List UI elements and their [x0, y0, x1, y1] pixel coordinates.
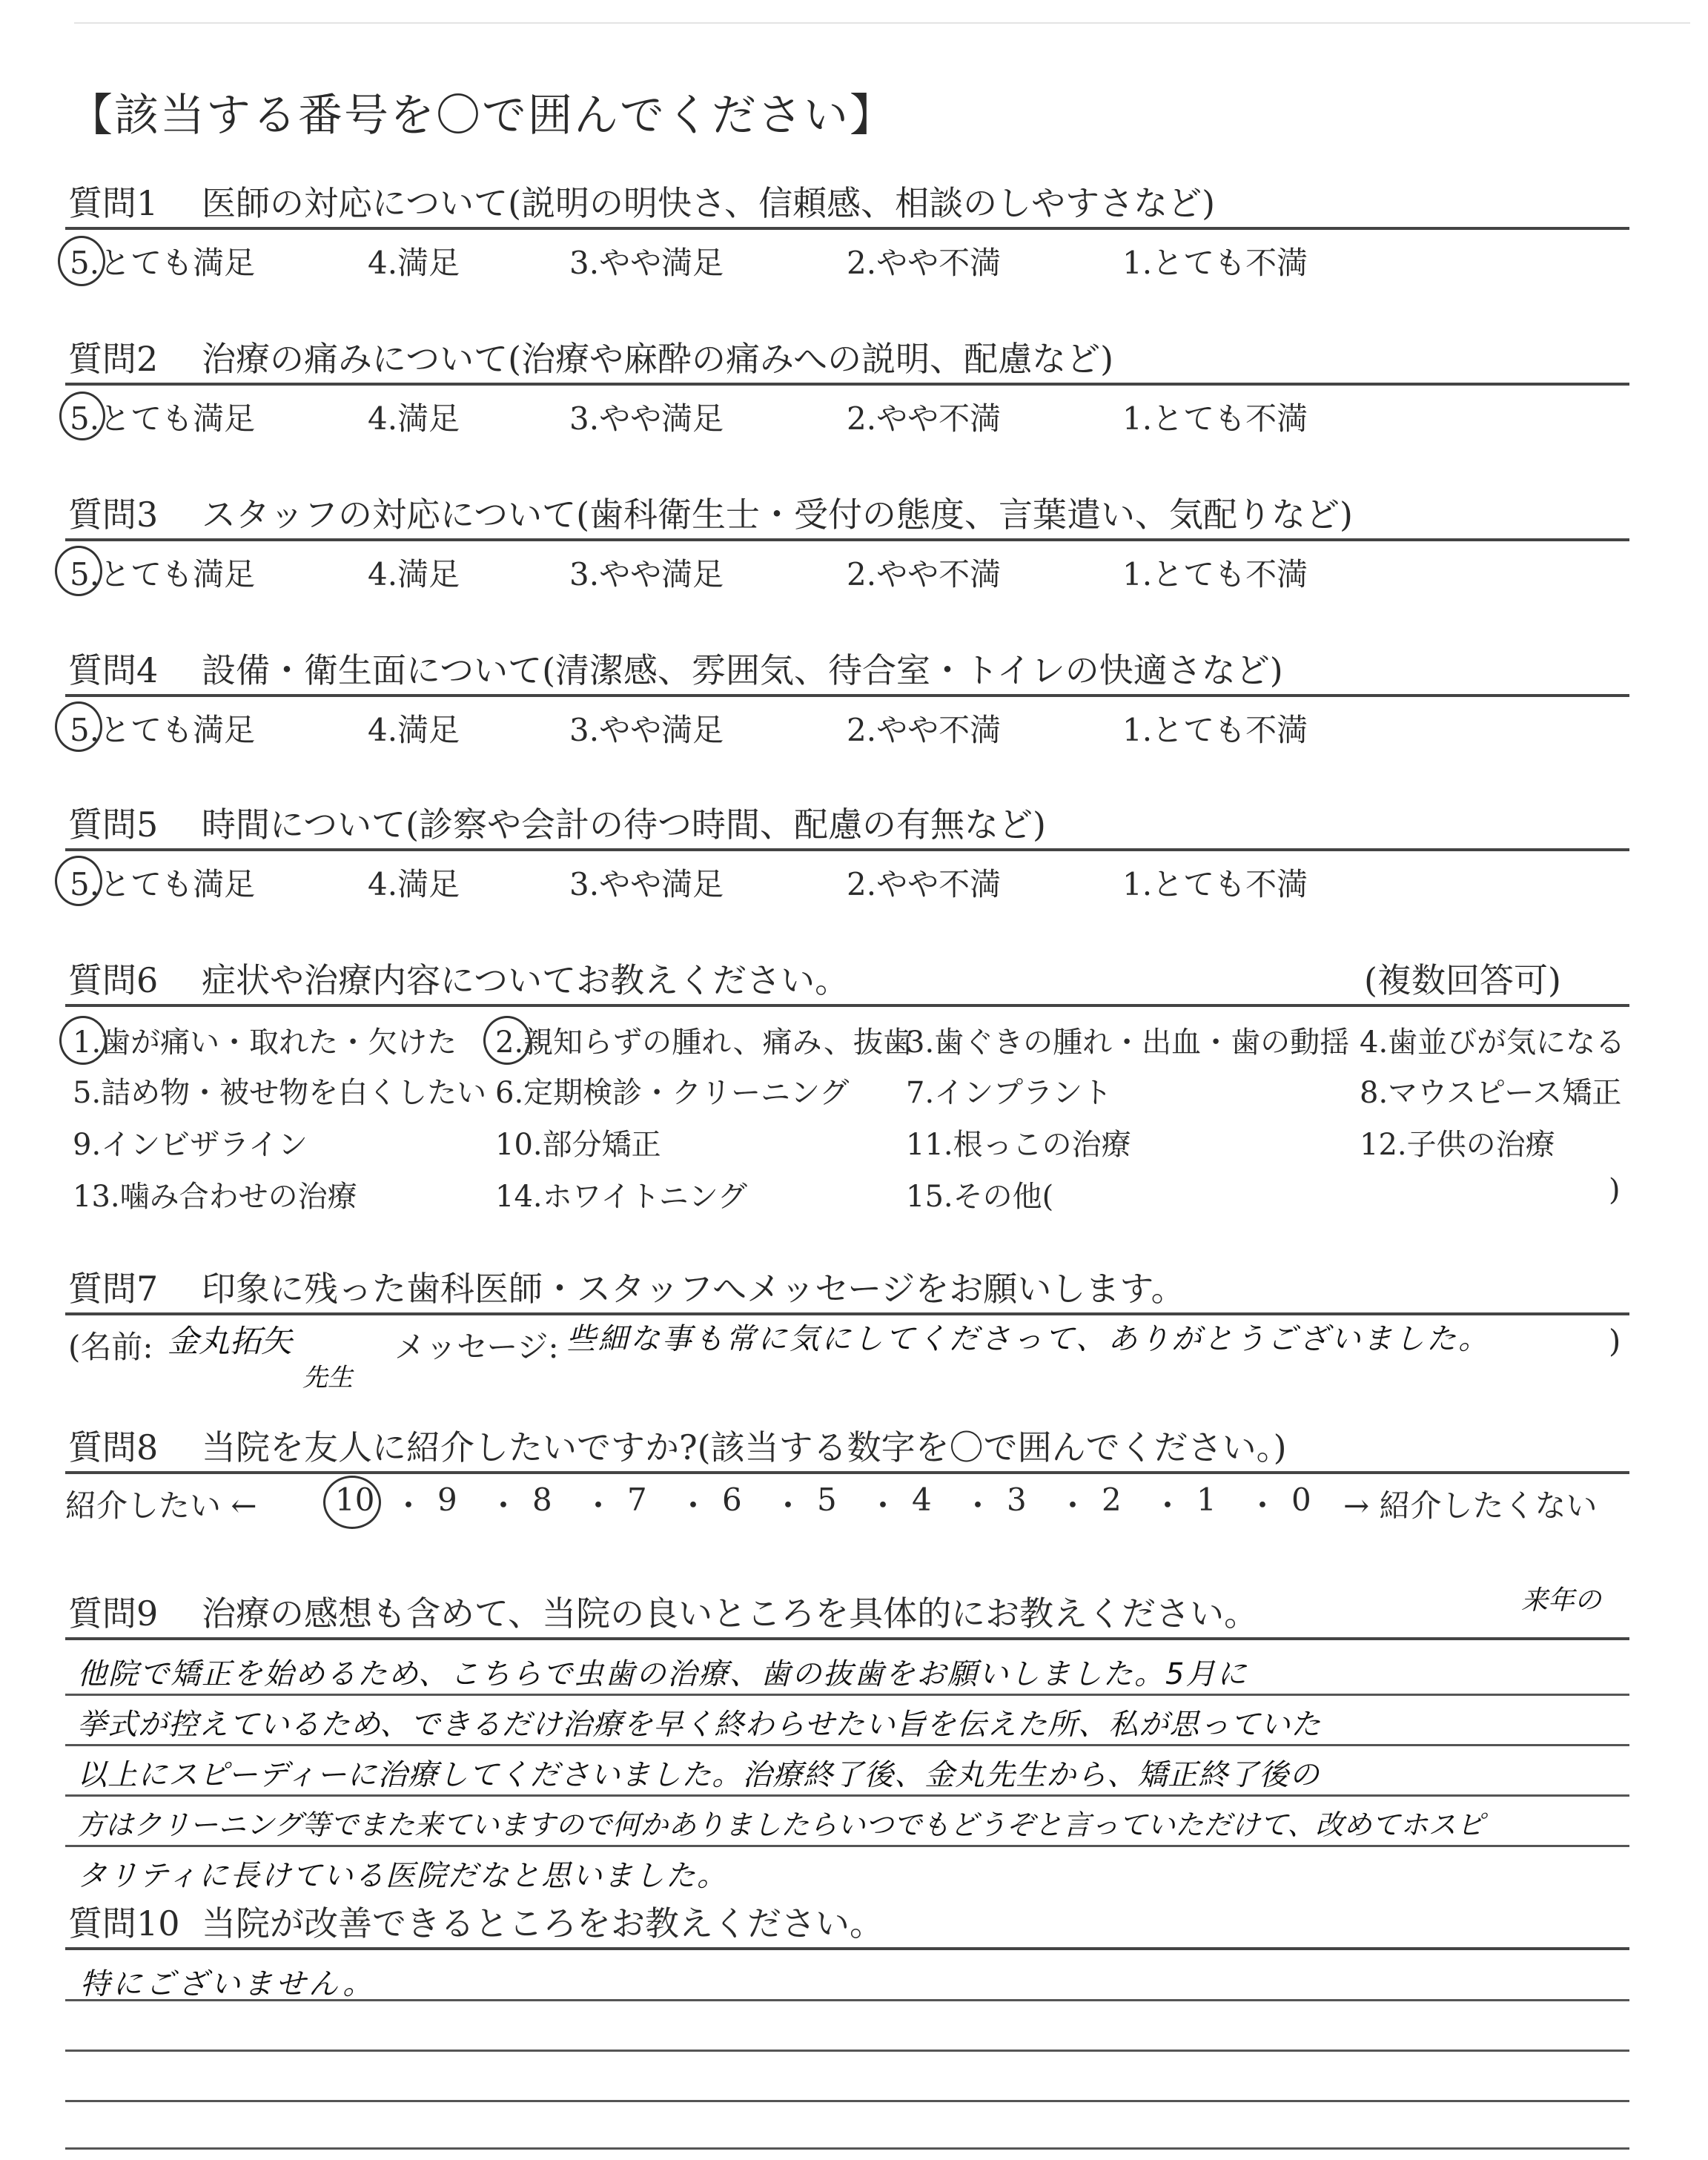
- scale-dot-1: ・: [393, 1487, 425, 1524]
- scale-9[interactable]: 9: [437, 1482, 457, 1518]
- q4-option-1[interactable]: 1.とても不満: [1122, 712, 1308, 748]
- question-8-label: 質問8: [68, 1427, 159, 1467]
- q2-option-1[interactable]: 1.とても不満: [1122, 400, 1308, 437]
- question-10-label: 質問10: [68, 1903, 180, 1943]
- q3-option-2[interactable]: 2.やや不満: [847, 556, 1002, 592]
- scale-10-circle: [323, 1476, 381, 1529]
- scale-8[interactable]: 8: [532, 1482, 552, 1518]
- question-5-label: 質問5: [68, 805, 159, 845]
- symptom-other-close: ): [1609, 1173, 1621, 1207]
- page-title: 【該当する番号を〇で囲んでください】: [68, 90, 896, 142]
- scale-dot-6: ・: [867, 1487, 899, 1524]
- q2-option-4[interactable]: 4.満足: [368, 400, 460, 437]
- question-1-rule: [65, 227, 1629, 230]
- symptom-2-circle: [483, 1016, 531, 1065]
- question-5-text: 時間について(診察や会計の待つ時間、配慮の有無など): [202, 805, 1046, 845]
- question-4-label: 質問4: [68, 650, 159, 690]
- question-6-note: (複数回答可): [1364, 960, 1561, 1000]
- q9-answer-text-1[interactable]: 他院で矯正を始めるため、こちらで虫歯の治療、歯の抜歯をお願いしました。5月に: [77, 1657, 1248, 1691]
- q1-option-1[interactable]: 1.とても不満: [1122, 245, 1308, 281]
- q1-option-2[interactable]: 2.やや不満: [847, 245, 1002, 281]
- question-9-text: 治療の感想も含めて、当院の良いところを具体的にお教えください。: [202, 1593, 1259, 1634]
- q4-option-3[interactable]: 3.やや満足: [569, 712, 724, 748]
- scale-dot-3: ・: [583, 1487, 615, 1524]
- q1-option-4[interactable]: 4.満足: [368, 245, 460, 281]
- q10-answer-line-4: [65, 2147, 1629, 2150]
- message-label: メッセージ:: [394, 1329, 559, 1365]
- q9-insert-note: 来年の: [1521, 1585, 1602, 1616]
- question-8-rule: [65, 1471, 1629, 1474]
- symptom-option-3[interactable]: 3.歯ぐきの腫れ・出血・歯の動揺: [906, 1025, 1350, 1060]
- scale-5[interactable]: 5: [817, 1482, 837, 1518]
- symptom-option-9[interactable]: 9.インビザライン: [73, 1128, 308, 1162]
- scale-dot-9: ・: [1152, 1487, 1184, 1524]
- name-suffix: 先生: [302, 1363, 353, 1393]
- q10-answer-line-1: [65, 1999, 1629, 2001]
- symptom-option-10[interactable]: 10.部分矯正: [495, 1128, 661, 1162]
- q1-selected-circle: [58, 236, 105, 286]
- symptom-option-2[interactable]: 2.親知らずの腫れ、痛み、抜歯: [495, 1025, 913, 1060]
- message-value[interactable]: 些細な事も常に気にしてくださって、ありがとうございました。: [566, 1322, 1491, 1356]
- question-10-text: 当院が改善できるところをお教えください。: [202, 1903, 884, 1943]
- q2-option-2[interactable]: 2.やや不満: [847, 400, 1002, 437]
- question-2-label: 質問2: [68, 339, 159, 379]
- page-top-edge: [74, 22, 1690, 24]
- scale-6[interactable]: 6: [722, 1482, 742, 1518]
- scale-dot-10: ・: [1247, 1487, 1279, 1524]
- scale-10[interactable]: 10: [335, 1482, 375, 1518]
- scale-7[interactable]: 7: [627, 1482, 647, 1518]
- name-label: (名前:: [68, 1329, 153, 1365]
- q9-answer-line-2: [65, 1744, 1629, 1746]
- q5-selected-circle: [55, 856, 102, 906]
- question-4-text: 設備・衛生面について(清潔感、雰囲気、待合室・トイレの快適さなど): [202, 650, 1283, 690]
- question-6-text: 症状や治療内容についてお教えください。: [202, 960, 850, 1000]
- scale-2[interactable]: 2: [1102, 1482, 1122, 1518]
- q5-option-4[interactable]: 4.満足: [368, 866, 460, 902]
- question-3-text: スタッフの対応について(歯科衛生士・受付の態度、言葉遣い、気配りなど): [202, 495, 1353, 535]
- q4-selected-circle: [55, 701, 102, 752]
- question-1-text: 医師の対応について(説明の明快さ、信頼感、相談のしやすさなど): [202, 183, 1216, 223]
- question-8-text: 当院を友人に紹介したいですか?(該当する数字を〇で囲んでください。): [202, 1427, 1287, 1467]
- q9-answer-text-3[interactable]: 以上にスピーディーに治療してくださいました。治療終了後、金丸先生から、矯正終了後の: [77, 1758, 1320, 1792]
- q9-answer-text-4[interactable]: 方はクリーニング等でまた来ていますので何かありましたらいつでもどうぞと言っていただけて、改めてホスピ: [77, 1809, 1485, 1841]
- q3-option-1[interactable]: 1.とても不満: [1122, 556, 1308, 592]
- q9-answer-text-2[interactable]: 挙式が控えているため、できるだけ治療を早く終わらせたい旨を伝えた所、私が思っていた: [77, 1708, 1322, 1742]
- question-7-text: 印象に残った歯科医師・スタッフへメッセージをお願いします。: [202, 1269, 1185, 1309]
- symptom-option-12[interactable]: 12.子供の治療: [1360, 1128, 1555, 1162]
- scale-0[interactable]: 0: [1291, 1482, 1311, 1518]
- question-7-label: 質問7: [68, 1269, 159, 1309]
- question-10-rule: [65, 1947, 1629, 1950]
- question-2-rule: [65, 383, 1629, 386]
- question-4-rule: [65, 694, 1629, 697]
- q9-answer-line-4: [65, 1845, 1629, 1847]
- q10-answer-line-3: [65, 2100, 1629, 2102]
- scale-dot-7: ・: [962, 1487, 994, 1524]
- symptom-option-15[interactable]: 15.その他(: [906, 1180, 1054, 1214]
- question-6-label: 質問6: [68, 960, 159, 1000]
- q1-option-5[interactable]: 5.とても満足: [70, 245, 256, 281]
- symptom-option-14[interactable]: 14.ホワイトニング: [495, 1180, 748, 1214]
- message-close: ): [1609, 1323, 1621, 1359]
- q4-option-5[interactable]: 5.とても満足: [70, 712, 256, 748]
- q5-option-2[interactable]: 2.やや不満: [847, 866, 1002, 902]
- symptom-option-13[interactable]: 13.噛み合わせの治療: [73, 1180, 357, 1214]
- scale-dot-5: ・: [772, 1487, 804, 1524]
- q2-option-5[interactable]: 5.とても満足: [70, 400, 256, 437]
- q9-answer-line-3: [65, 1794, 1629, 1797]
- q2-selected-circle: [59, 392, 105, 440]
- q5-option-1[interactable]: 1.とても不満: [1122, 866, 1308, 902]
- q4-option-4[interactable]: 4.満足: [368, 712, 460, 748]
- scale-dot-4: ・: [678, 1487, 709, 1524]
- question-3-label: 質問3: [68, 495, 159, 535]
- scale-3[interactable]: 3: [1007, 1482, 1027, 1518]
- question-9-label: 質問9: [68, 1593, 159, 1634]
- q3-selected-circle: [55, 546, 102, 596]
- q1-option-3[interactable]: 3.やや満足: [569, 245, 724, 281]
- symptom-1-circle: [59, 1016, 107, 1065]
- recommend-right-label: → 紹介したくない: [1343, 1487, 1598, 1524]
- question-1-label: 質問1: [68, 183, 159, 223]
- q9-answer-line-1: [65, 1694, 1629, 1696]
- q5-option-3[interactable]: 3.やや満足: [569, 866, 724, 902]
- q10-answer-text[interactable]: 特にございません。: [80, 1967, 376, 2001]
- q4-option-2[interactable]: 2.やや不満: [847, 712, 1002, 748]
- q3-option-3[interactable]: 3.やや満足: [569, 556, 724, 592]
- scale-1[interactable]: 1: [1196, 1482, 1217, 1518]
- symptom-option-1[interactable]: 1.歯が痛い・取れた・欠けた: [73, 1025, 457, 1060]
- name-value[interactable]: 金丸拓矢: [168, 1323, 293, 1359]
- q9-answer-text-5[interactable]: タリティに長けている医院だなと思いました。: [77, 1859, 728, 1893]
- recommend-left-label: 紹介したい ←: [65, 1487, 257, 1524]
- symptom-option-11[interactable]: 11.根っこの治療: [906, 1128, 1131, 1162]
- symptom-option-8[interactable]: 8.マウスピース矯正: [1360, 1076, 1622, 1110]
- scale-dot-8: ・: [1057, 1487, 1089, 1524]
- symptom-option-4[interactable]: 4.歯並びが気になる: [1360, 1025, 1626, 1060]
- question-9-rule: [65, 1637, 1629, 1640]
- q3-option-4[interactable]: 4.満足: [368, 556, 460, 592]
- question-6-rule: [65, 1004, 1629, 1007]
- question-5-rule: [65, 848, 1629, 851]
- scale-dot-2: ・: [488, 1487, 520, 1524]
- scale-4[interactable]: 4: [912, 1482, 932, 1518]
- symptom-option-6[interactable]: 6.定期検診・クリーニング: [495, 1076, 850, 1110]
- q2-option-3[interactable]: 3.やや満足: [569, 400, 724, 437]
- question-2-text: 治療の痛みについて(治療や麻酔の痛みへの説明、配慮など): [202, 339, 1114, 379]
- q5-option-5[interactable]: 5.とても満足: [70, 866, 256, 902]
- q3-option-5[interactable]: 5.とても満足: [70, 556, 256, 592]
- question-3-rule: [65, 538, 1629, 541]
- q10-answer-line-2: [65, 2050, 1629, 2052]
- symptom-option-5[interactable]: 5.詰め物・被せ物を白くしたい: [73, 1076, 487, 1110]
- symptom-option-7[interactable]: 7.インプラント: [906, 1076, 1113, 1110]
